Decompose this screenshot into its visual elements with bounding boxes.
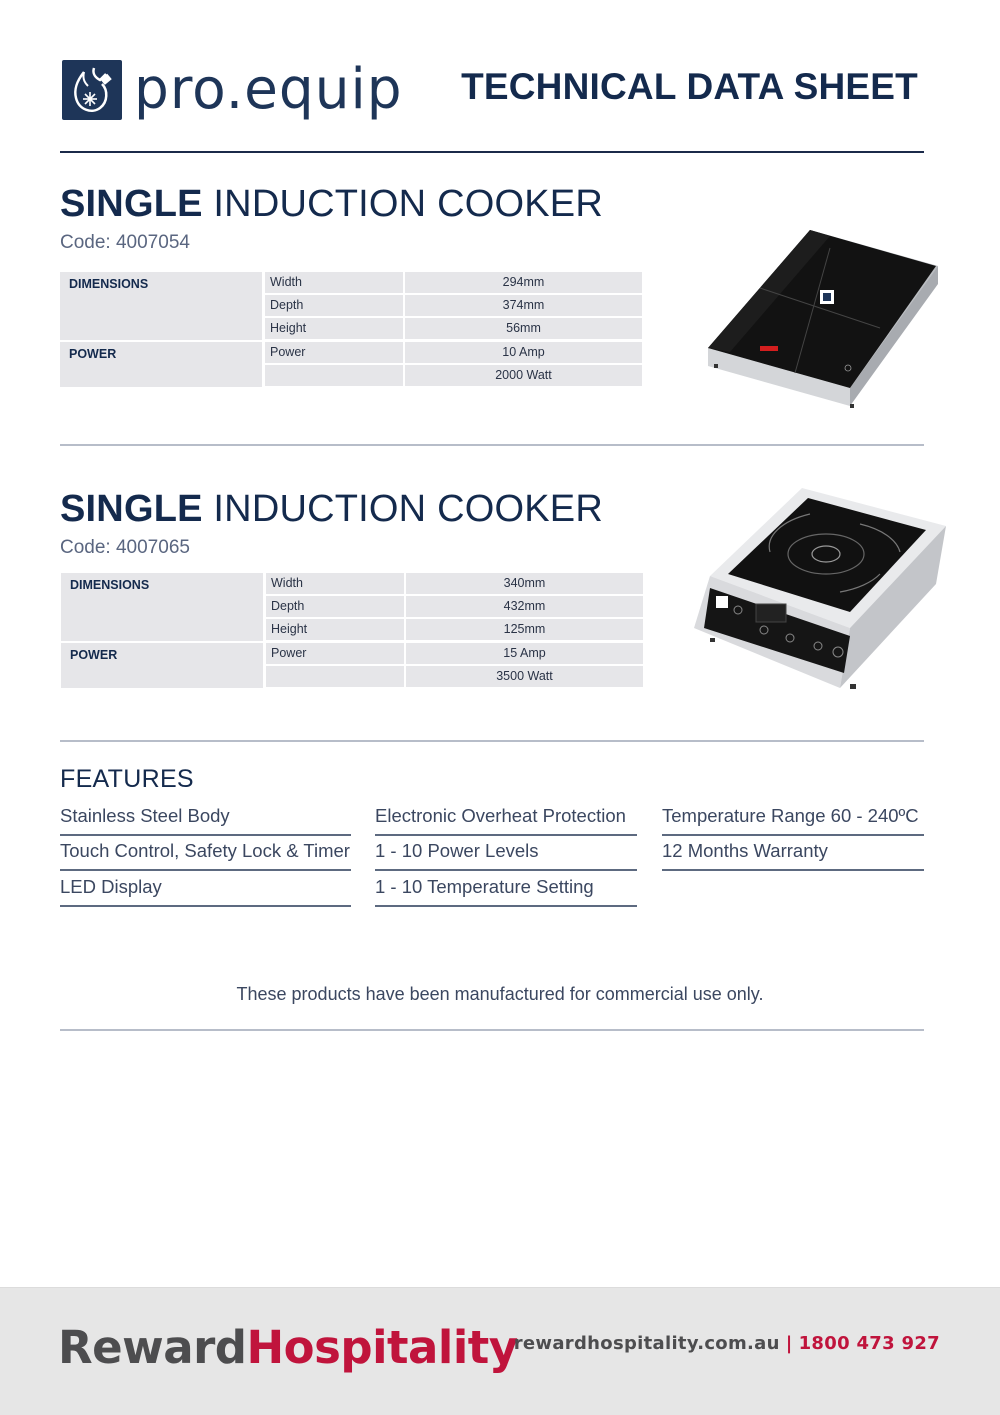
feature-item: Electronic Overheat Protection — [375, 800, 637, 836]
spec-value: 374mm — [405, 295, 642, 316]
spec-label: Depth — [266, 596, 404, 617]
spec-label: Width — [265, 272, 403, 293]
features-section — [60, 764, 924, 897]
spec-label: Depth — [265, 295, 403, 316]
feature-item: LED Display — [60, 871, 351, 907]
spec-group-power: POWER — [61, 643, 263, 688]
spec-group-dimensions: DIMENSIONS — [60, 272, 262, 340]
spec-value: 2000 Watt — [405, 365, 642, 386]
feature-item: Stainless Steel Body — [60, 800, 351, 836]
spec-label: Height — [265, 318, 403, 339]
product-title-bold: SINGLE — [60, 183, 203, 225]
product-title — [60, 182, 950, 226]
spec-label: Height — [266, 619, 404, 640]
reward-hospitality-logo — [58, 1318, 518, 1378]
spec-value: 294mm — [405, 272, 642, 293]
product-title-bold: SINGLE — [60, 488, 203, 530]
feature-item: 12 Months Warranty — [662, 835, 924, 871]
spec-value: 340mm — [406, 573, 643, 594]
product-title-rest: INDUCTION COOKER — [202, 183, 603, 225]
product-code: Code: 4007054 — [60, 232, 190, 253]
features-title: FEATURES — [60, 765, 194, 793]
feature-item: Temperature Range 60 - 240ºC — [662, 800, 924, 836]
spec-group-power: POWER — [60, 342, 262, 387]
spec-label: Power — [265, 342, 403, 363]
header-divider — [60, 151, 924, 153]
phone-number[interactable]: 1800 473 927 — [798, 1333, 940, 1354]
commercial-use-disclaimer: These products have been manufactured for commercial use only. — [236, 984, 764, 1004]
page-footer — [0, 1287, 1000, 1415]
brand-hospitality: Hospitality — [246, 1321, 518, 1374]
feature-item: 1 - 10 Power Levels — [375, 835, 637, 871]
spec-value: 125mm — [406, 619, 643, 640]
feature-item: 1 - 10 Temperature Setting — [375, 871, 637, 907]
product-title-rest: INDUCTION COOKER — [202, 488, 603, 530]
spec-value: 3500 Watt — [406, 666, 643, 687]
spec-group-dimensions: DIMENSIONS — [61, 573, 263, 641]
spec-label — [265, 365, 403, 386]
product-code: Code: 4007065 — [60, 537, 190, 558]
flame-plug-snowflake-icon — [62, 60, 122, 120]
contact-info — [514, 1333, 940, 1354]
feature-item: Touch Control, Safety Lock & Timer — [60, 835, 351, 871]
page-header — [60, 58, 924, 152]
stainless-commercial-induction-cooker-image — [690, 488, 950, 703]
website-link[interactable]: rewardhospitality.com.au — [513, 1333, 780, 1354]
spec-label — [266, 666, 404, 687]
document-title: TECHNICAL DATA SHEET — [461, 66, 918, 107]
flat-black-induction-cooker-image — [700, 228, 945, 418]
spec-label: Width — [266, 573, 404, 594]
spec-value: 432mm — [406, 596, 643, 617]
pro-equip-logo — [62, 57, 408, 122]
section-divider — [60, 1029, 924, 1031]
logo-wordmark: pro.equip — [134, 57, 403, 122]
section-divider — [60, 444, 924, 446]
brand-reward: Reward — [58, 1321, 247, 1374]
spec-value: 10 Amp — [405, 342, 642, 363]
section-divider — [60, 740, 924, 742]
spec-value: 56mm — [405, 318, 642, 339]
spec-value: 15 Amp — [406, 643, 643, 664]
spec-label: Power — [266, 643, 404, 664]
contact-separator: | — [785, 1333, 793, 1354]
